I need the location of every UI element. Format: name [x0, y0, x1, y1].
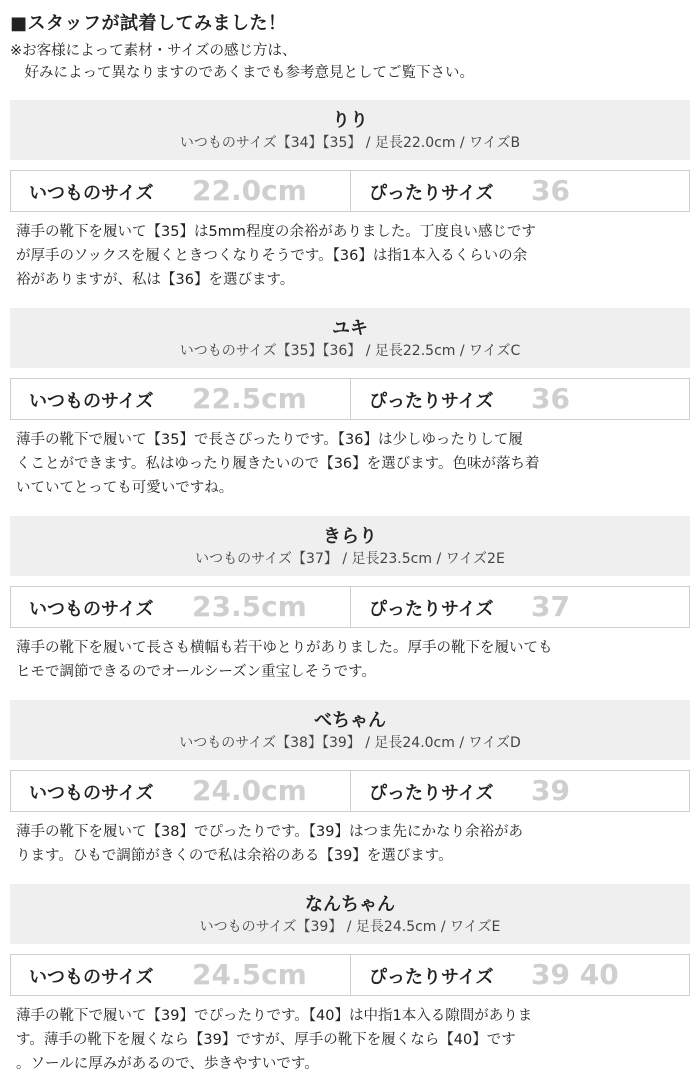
perfect-size-value: 37: [531, 590, 570, 623]
perfect-size-cell: [350, 955, 690, 995]
staff-header: [10, 308, 690, 368]
usual-size-label: いつものサイズ: [29, 183, 154, 204]
usual-size-value: 23.5cm: [192, 590, 307, 623]
perfect-size-label: ぴったりサイズ: [369, 391, 494, 412]
staff-name: べちゃん: [314, 710, 386, 731]
staff-size-info: いつものサイズ【39】 / 足長24.5cm / ワイズE: [199, 919, 501, 935]
staff-size-info: いつものサイズ【37】 / 足長23.5cm / ワイズ2E: [195, 551, 505, 567]
usual-size-label: いつものサイズ: [29, 391, 154, 412]
size-table: [10, 586, 690, 628]
usual-size-label: いつものサイズ: [29, 967, 154, 988]
staff-header: [10, 516, 690, 576]
usual-size-cell: [11, 955, 350, 995]
perfect-size-value: 36: [531, 174, 570, 207]
usual-size-cell: [11, 171, 350, 211]
usual-size-cell: [11, 379, 350, 419]
size-table: [10, 378, 690, 420]
staff-comment: 薄手の靴下を履いて【38】でぴったりです。【39】はつま先にかなり余裕があ ります。ひもで調節がきくので私は余裕のある【39】を選びます。: [16, 824, 523, 864]
perfect-size-value: 39 40: [531, 958, 619, 991]
staff-size-info: いつものサイズ【38】【39】 / 足長24.0cm / ワイズD: [179, 735, 521, 751]
usual-size-value: 24.5cm: [192, 958, 307, 991]
perfect-size-cell: [350, 587, 690, 627]
size-disclaimer-note: ※お客様によって素材・サイズの感じ方は、 好みによって異なりますのであくまでも参考意見としてご覧下さい。: [10, 43, 474, 81]
usual-size-cell: [11, 771, 350, 811]
staff-name: きらり: [323, 526, 377, 547]
usual-size-value: 22.5cm: [192, 382, 307, 415]
staff-comment: 薄手の靴下を履いて長さも横幅も若干ゆとりがありました。厚手の靴下を履いても ヒモで調節できるのでオールシーズン重宝しそうです。: [16, 640, 553, 680]
perfect-size-value: 39: [531, 774, 570, 807]
perfect-size-label: ぴったりサイズ: [369, 967, 494, 988]
perfect-size-cell: [350, 771, 690, 811]
perfect-size-label: ぴったりサイズ: [369, 599, 494, 620]
staff-name: りり: [332, 110, 368, 131]
staff-name: ユキ: [332, 318, 368, 339]
staff-header: [10, 884, 690, 944]
usual-size-label: いつものサイズ: [29, 599, 154, 620]
staff-header: [10, 100, 690, 160]
usual-size-value: 22.0cm: [192, 174, 307, 207]
perfect-size-value: 36: [531, 382, 570, 415]
perfect-size-cell: [350, 379, 690, 419]
usual-size-cell: [11, 587, 350, 627]
staff-size-info: いつものサイズ【35】【36】 / 足長22.5cm / ワイズC: [179, 343, 521, 359]
staff-size-info: いつものサイズ【34】【35】 / 足長22.0cm / ワイズB: [179, 135, 521, 151]
staff-comment: 薄手の靴下を履いて【35】は5mm程度の余裕がありました。丁度良い感じです が厚手のソックスを履くときつくなりそうです。【36】は指1本入るくらいの余 裕がありますが、私は【36】を選びます。: [16, 224, 536, 288]
staff-comment: 薄手の靴下で履いて【39】でぴったりです。【40】は中指1本入る隙間がありま す。薄手の靴下を履くなら【39】ですが、厚手の靴下を履くなら【40】です 。ソールに厚みがあるので、歩きやすいです。: [16, 1008, 533, 1072]
usual-size-value: 24.0cm: [192, 774, 307, 807]
size-table: [10, 770, 690, 812]
perfect-size-cell: [350, 171, 690, 211]
usual-size-label: いつものサイズ: [29, 783, 154, 804]
section-heading: ■スタッフが試着してみました！: [10, 13, 287, 34]
size-table: [10, 170, 690, 212]
staff-comment: 薄手の靴下で履いて【35】で長さぴったりです。【36】は少しゆったりして履 くことができます。私はゆったり履きたいので【36】を選びます。色味が落ち着 いていてとっても可愛いですね。: [16, 432, 540, 496]
perfect-size-label: ぴったりサイズ: [369, 783, 494, 804]
staff-name: なんちゃん: [305, 894, 395, 915]
perfect-size-label: ぴったりサイズ: [369, 183, 494, 204]
staff-header: [10, 700, 690, 760]
size-table: [10, 954, 690, 996]
